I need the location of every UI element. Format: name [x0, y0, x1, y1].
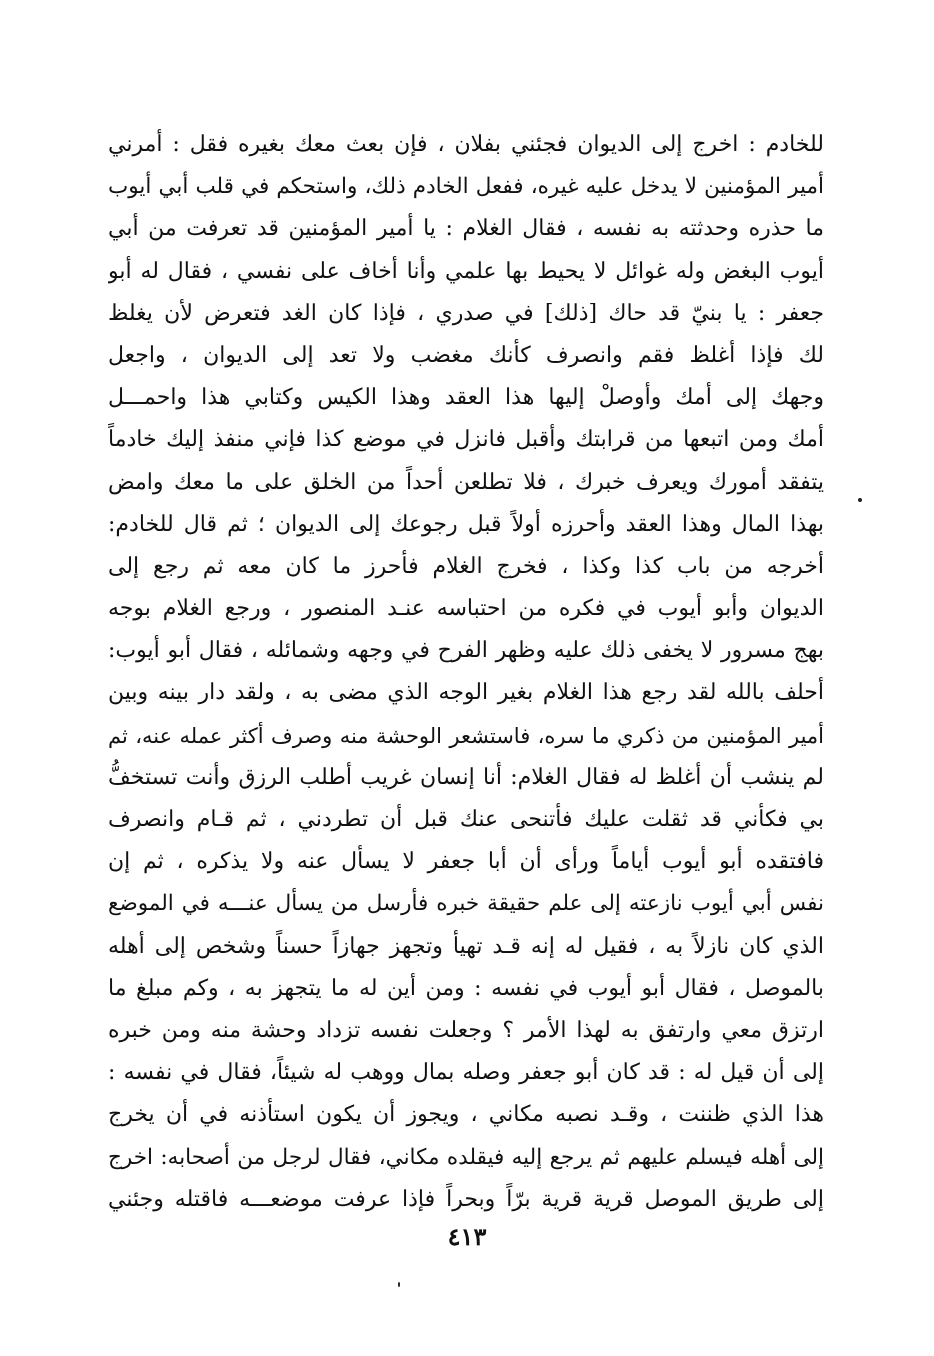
text-line: نفس أبي أيوب نازعته إلى علم حقيقة خبره فأرسل من يسأل عنـــه في الموضع: [108, 891, 824, 917]
text-line: هذا الذي ظننت ، وقـد نصبه مكاني ، ويجوز أن يكون استأذنه في أن يخرج: [108, 1102, 824, 1128]
text-line: بي فكأني قد ثقلت عليك فأتنحى عنك قبل أن تطردني ، ثم قـام وانصرف: [108, 807, 824, 832]
text-line: يتفقد أمورك ويعرف خبرك ، فلا تطلعن أحداً من الخلق على ما معك وامض: [108, 469, 824, 495]
text-line: إلى أن قيل له : قد كان أبو جعفر وصله بمال ووهب له شيئاً، فقال في نفسه :: [108, 1060, 824, 1086]
text-line: فافتقده أبو أيوب أياماً ورأى أن أبا جعفر لا يسأل عنه ولا يذكره ، ثم إن: [108, 849, 824, 875]
text-line: إلى طريق الموصل قرية قرية برّاً وبحراً فإذا عرفت موضعـــه فاقتله وجئني: [108, 1186, 824, 1212]
text-line: بهذا المال وهذا العقد وأحرزه أولاً قبل رجوعك إلى الديوان ؛ ثم قال للخادم:: [108, 511, 824, 537]
text-line: الديوان وأبو أيوب في فكره من احتباسه عنـد المنصور ، ورجع الغلام بوجه: [108, 596, 824, 622]
text-line: وجهك إلى أمك وأوصلْ إليها هذا العقد وهذا الكيس وكتابي هذا واحمـــل: [108, 385, 824, 411]
text-line: للخادم : اخرج إلى الديوان فجئني بفلان ، فإن بعث معك بغيره فقل : أمرني: [108, 132, 824, 157]
text-line: جعفر : يا بنيّ قد حاك [ذلك] في صدري ، فإذا كان الغد فتعرض لأن يغلظ: [108, 300, 824, 326]
text-line: لم ينشب أن أغلظ له فقال الغلام: أنا إنسان غريب أطلب الرزق وأنت تستخفُّ: [108, 764, 824, 790]
scan-speck: [858, 498, 862, 502]
text-line: الذي كان نازلاً به ، فقيل له إنه قـد تهيأ وتجهز جهازاً حسناً وشخص إلى أهله: [108, 933, 824, 959]
text-line: بالموصل ، فقال أبو أيوب في نفسه : ومن أين له ما يتجهز به ، وكم مبلغ ما: [108, 975, 824, 1001]
scan-speck: [398, 1282, 400, 1287]
text-line: أخرجه من باب كذا وكذا ، فخرج الغلام فأحرز ما كان معه ثم رجع إلى: [108, 553, 824, 579]
text-line: ارتزق معي وارتفق به لهذا الأمر ؟ وجعلت نفسه تزداد وحشة منه ومن خبره: [108, 1017, 824, 1043]
text-line: أمك ومن اتبعها من قرابتك وأقبل فانزل في موضع كذا فإني منفذ إليك خادماً: [108, 427, 824, 453]
page-number: ٤١٣: [447, 1222, 487, 1251]
text-line: أحلف بالله لقد رجع هذا الغلام بغير الوجه الذي مضى به ، ولقد دار بينه وبين: [108, 680, 824, 706]
text-line: أمير المؤمنين من ذكري ما سره، فاستشعر الوحشة منه وصرف أكثر عمله عنه، ثم: [108, 723, 824, 748]
body-text: [108, 124, 824, 1221]
text-line: أمير المؤمنين لا يدخل عليه غيره، ففعل الخادم ذلك، واستحكم في قلب أبي أيوب: [108, 174, 824, 200]
text-line: ما حذره وحدثته به نفسه ، فقال الغلام : يا أمير المؤمنين قد تعرفت من أبي: [108, 216, 824, 242]
text-line: إلى أهله فيسلم عليهم ثم يرجع إليه فيقلده مكاني، فقال لرجل من أصحابه: اخرج: [108, 1144, 824, 1170]
text-line: أيوب البغض وله غوائل لا يحيط بها علمي وأنا أخاف على نفسي ، فقال له أبو: [108, 258, 824, 284]
text-line: لك فإذا أغلظ فقم وانصرف كأنك مغضب ولا تعد إلى الديوان ، واجعل: [108, 342, 824, 368]
text-line: بهج مسرور لا يخفى ذلك عليه وظهر الفرح في وجهه وشمائله ، فقال أبو أيوب:: [108, 638, 824, 664]
